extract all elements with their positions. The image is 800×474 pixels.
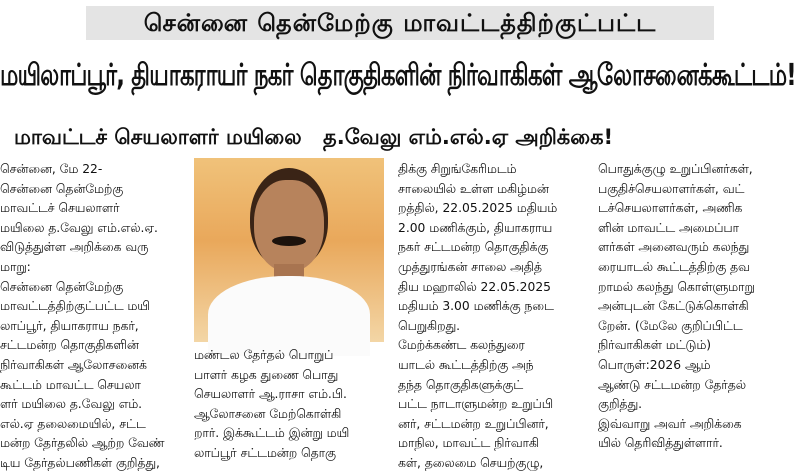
portrait-photo	[194, 158, 384, 342]
article-line: செயலாளர் ஆ.ராசா எம்.பி.	[194, 387, 347, 402]
article-line: திக்கு சிறுங்கேரிமடம்	[398, 162, 517, 176]
article-line: ளர் மயிலை த.வேலு எம்.	[0, 397, 143, 412]
article-line: சென்னை, மே 22-	[0, 162, 103, 176]
article-line: பட்ட நாடாளுமன்ற உறுப்பி	[398, 397, 553, 412]
headline: மயிலாப்பூர், தியாகராயர் நகர் தொகுதிகளின் நிர்வாகிகள் ஆலோசனைக்கூட்டம்!	[0, 58, 796, 93]
article-line: சட்டமன்ற தொகுதிகளின்	[0, 338, 139, 353]
article-column-2	[194, 346, 384, 460]
article-line: சென்னை தென்மேற்கு	[0, 181, 124, 196]
article-line: குறித்து.	[598, 397, 643, 412]
article-line: மாவட்டச் செயலாளர்	[0, 201, 120, 216]
article-column-4	[598, 160, 793, 451]
subhead-part-1: மாவட்டச் செயலாளர் மயிலை	[14, 125, 302, 149]
article-line: விடுத்துள்ள அறிக்கை வரு	[0, 240, 149, 255]
article-line: பொருள்:2026 ஆம்	[598, 357, 711, 372]
article-line: கூட்டம் மாவட்ட செயலா	[0, 377, 141, 392]
article-line: டச்செயலாளர்கள், அணிக	[598, 201, 743, 216]
article-line: றாமல் கலந்து கொள்ளுமாறு	[598, 279, 755, 294]
article-line: அன்புடன் கேட்டுக்கொள்கி	[598, 299, 749, 314]
article-line: நிர்வாகிகள் மட்டும்)	[598, 338, 712, 353]
article-line: டிய தேர்தல்பணிகள் குறித்து,	[0, 455, 160, 470]
article-line: ளின் மாவட்ட அமைப்பா	[598, 220, 739, 235]
article-line: றேன். (மேலே குறிப்பிட்ட	[598, 318, 743, 333]
article-line: யில் தெரிவித்துள்ளார்.	[598, 436, 723, 451]
article-line: ளர்கள் அனைவரும் கலந்து	[598, 240, 750, 255]
article-line: மாநில, மாவட்ட நிர்வாகி	[398, 436, 539, 451]
article-line: றத்தில், 22.05.2025 மதியம்	[398, 201, 558, 216]
article-line: முத்துரங்கன் சாலை அதித்	[398, 259, 542, 274]
article-line: யாடல் கூட்டத்திற்கு அந்	[398, 357, 534, 372]
article-line: நகர் சட்டமன்ற தொகுதிக்கு	[398, 240, 549, 255]
article-line: ஆண்டு சட்டமன்ற தேர்தல்	[598, 377, 746, 392]
article-line: நிர்வாகிகள் ஆலோசனைக்	[0, 357, 147, 372]
article-line: 2.00 மணிக்கும், தியாகராய	[398, 220, 553, 235]
face-shape	[254, 180, 324, 272]
article-line: றார். இக்கூட்டம் இன்று மயி	[194, 426, 350, 441]
article-line: மேற்க்கண்ட கலந்துரை	[398, 338, 525, 353]
kicker-banner: சென்னை தென்மேற்கு மாவட்டத்திற்குட்பட்ட	[86, 6, 714, 40]
article-line: சென்னை தென்மேற்கு	[0, 279, 124, 294]
article-line: பெறுகிறது.	[398, 318, 461, 333]
article-column-1	[0, 160, 184, 470]
mustache-shape	[272, 236, 306, 246]
article-line: மன்ற தேர்தலில் ஆற்ற வேண்	[0, 436, 165, 451]
article-line: மயிலை த.வேலு எம்.எல்.ஏ.	[0, 220, 158, 235]
article-line: பொதுக்குழு உறுப்பினர்கள்,	[598, 162, 753, 176]
subhead-part-2: த.வேலு எம்.எல்.ஏ அறிக்கை!	[323, 125, 614, 149]
article-line: ரையாடல் கூட்டத்திற்கு தவ	[598, 259, 750, 274]
article-line: பகுதிச்செயலாளர்கள், வட்	[598, 181, 745, 196]
article-line: பாளர் கழக துணை பொது	[194, 367, 339, 382]
article-line: எல்.ஏ தலைமையில், சட்ட	[0, 416, 146, 431]
article-line: மாறு:	[0, 259, 31, 274]
shirt-shape	[208, 276, 370, 356]
article-line: லாப்பூர், தியாகராய நகர்,	[0, 318, 139, 333]
article-line: இவ்வாறு அவர் அறிக்கை	[598, 416, 742, 431]
subheadline	[14, 118, 794, 156]
article-line: னர், சட்டமன்ற உறுப்பினர்,	[398, 416, 549, 431]
article-line: தந்த தொகுதிகளுக்குட்	[398, 377, 523, 392]
article-line: மண்டல தேர்தல் பொறுப்	[194, 348, 334, 362]
article-line: கள், தலைமை செயற்குழு,	[398, 455, 544, 470]
article-line: திய மஹாலில் 22.05.2025	[398, 279, 551, 294]
article-line: லாப்பூர் சட்டமன்ற தொகு	[194, 445, 336, 460]
article-line: சாலையில் உள்ள மகிழ்மன்	[398, 181, 549, 196]
article-line: மதியம் 3.00 மணிக்கு நடை	[398, 299, 554, 314]
article-column-3	[398, 160, 588, 470]
article-line: ஆலோசனை மேற்கொள்கி	[194, 406, 342, 421]
article-line: மாவட்டத்திற்குட்பட்ட மயி	[0, 299, 150, 314]
